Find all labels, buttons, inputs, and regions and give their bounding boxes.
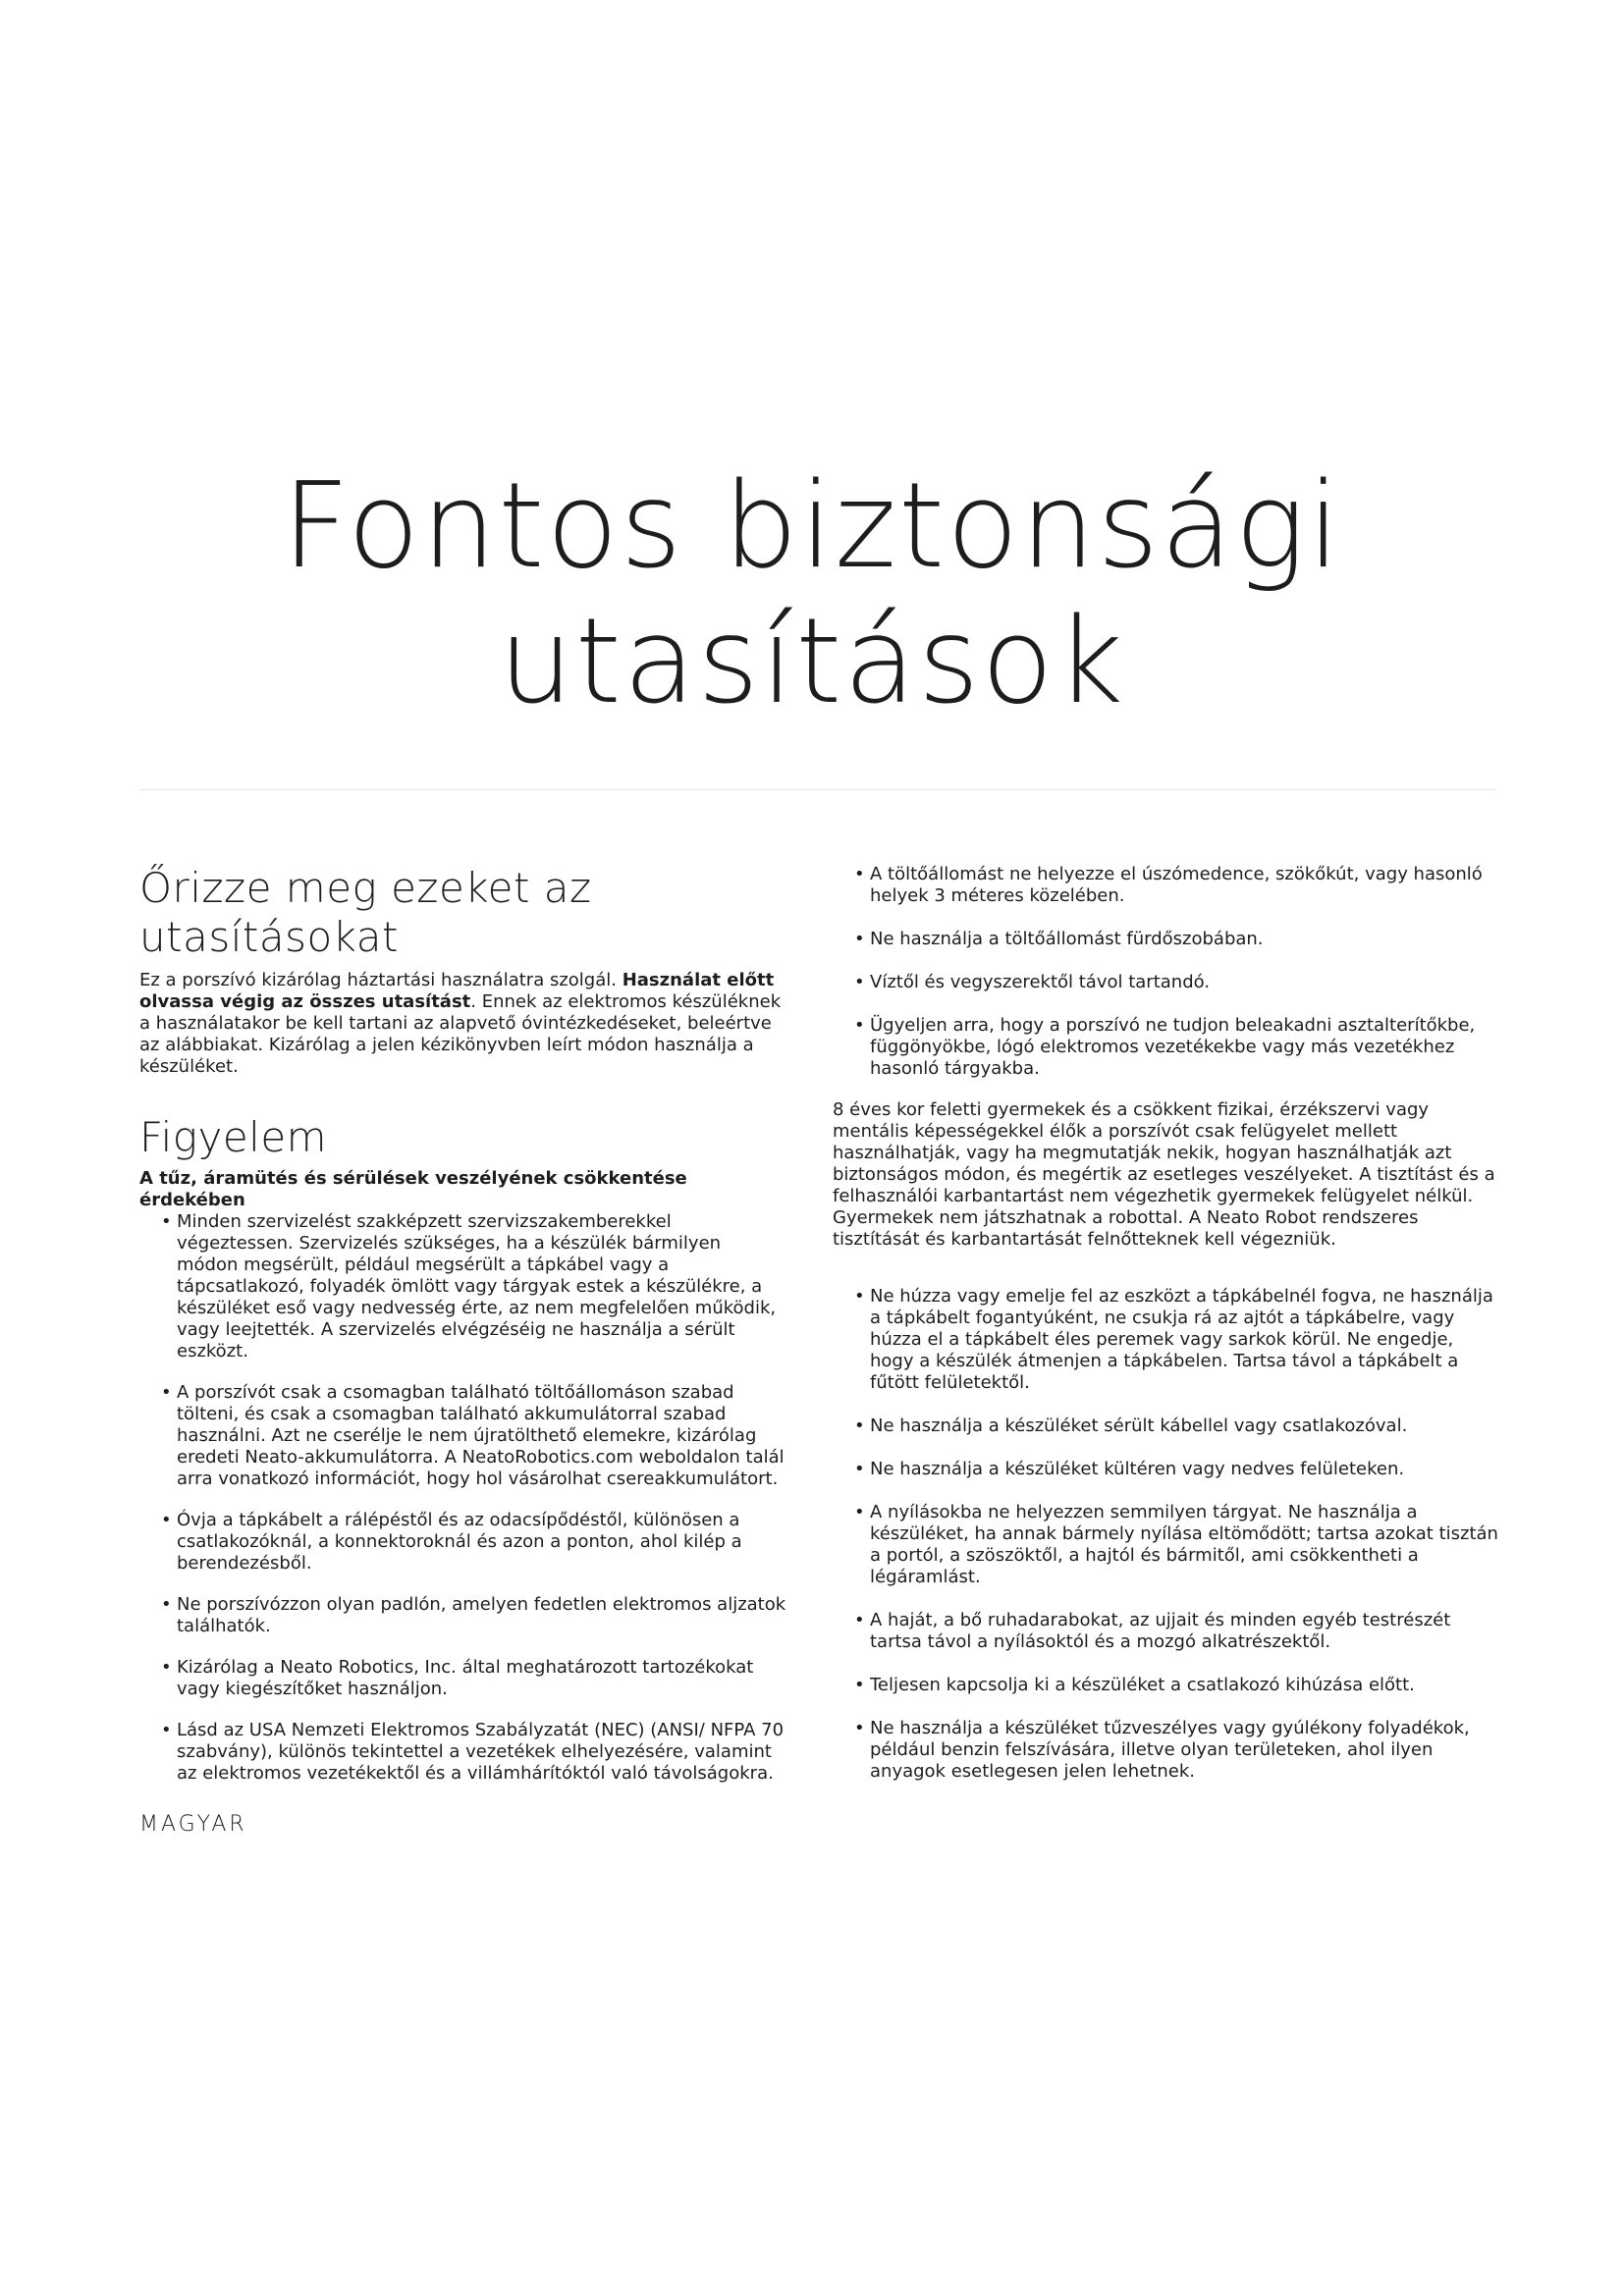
- heading-warning: Figyelem: [139, 1113, 328, 1161]
- list-item: • Teljesen kapcsolja ki a készüléket a csatlakozó kihúzása előtt.: [833, 1675, 1502, 1696]
- list-item: • A töltőállomást ne helyezze el úszómedence, szökőkút, vagy hasonló helyek 3 méteres közelében.: [833, 864, 1502, 907]
- list-item: • A haját, a bő ruhadarabokat, az ujjait és minden egyéb testrészét tartsa távol a nyílásoktól és a mozgó alkatrészektől.: [833, 1610, 1502, 1653]
- list-item: • A porszívót csak a csomagban található töltőállomáson szabad tölteni, és csak a csomagban található akkumulátorral szabad használni. Azt ne cserélje le nem újratölthető elemekre, kizárólag eredeti Neato-akkumulátorra. A NeatoRobotics.com weboldalon talál arra vonatkozó információt, hogy hol vásárolhat csereakkumulátort.: [139, 1382, 787, 1490]
- list-item: • Ne húzza vagy emelje fel az eszközt a tápkábelnél fogva, ne használja a tápkábelt fogantyúként, ne csukja rá az ajtót a tápkábelre, vagy húzza el a tápkábelt éles peremek vagy sarkok körül. Ne engedje, hogy a készülék átmenjen a tápkábelen. Tartsa távol a tápkábelt a fűtött felületektől.: [833, 1286, 1502, 1394]
- page-title-line-1: Fontos biztonsági: [282, 458, 1342, 595]
- intro-text-2: . Ennek az elektromos készüléknek a használatakor be kell tartani az alapvető óvintézkedéseket, beleértve az alábbiakat. Kizárólag a jelen kézikönyvben leírt módon használja a készüléket.: [139, 991, 782, 1077]
- list-item: • Ne porszívózzon olyan padlón, amelyen fedetlen elektromos aljzatok találhatók.: [139, 1594, 787, 1637]
- page-title-line-2: utasítások: [498, 594, 1126, 730]
- page-title: [0, 459, 1624, 730]
- intro-text-bold: Használat előtt olvassa végig az összes utasítást: [139, 970, 775, 1012]
- list-item: • Óvja a tápkábelt a rálépéstől és az odacsípődéstől, különösen a csatlakozóknál, a konnektoroknál és azon a ponton, ahol kilép a berendezésből.: [139, 1510, 787, 1575]
- list-item: • Ne használja a készüléket kültéren vagy nedves felületeken.: [833, 1459, 1502, 1480]
- heading-keep-instructions: Őrizze meg ezeket az utasításokat: [139, 864, 592, 961]
- list-item: • A nyílásokba ne helyezzen semmilyen tárgyat. Ne használja a készüléket, ha annak bármely nyílása eltömődött; tartsa azokat tisztán a portól, a szöszöktől, a hajtól és bármitől, ami csökkentheti a légáramlást.: [833, 1502, 1502, 1588]
- children-paragraph: 8 éves kor feletti gyermekek és a csökkent fizikai, érzékszervi vagy mentális képességekkel élők a porszívót csak felügyelet mellett használhatják, vagy ha megmutatják nekik, hogyan használhatják azt biztonságos módon, és megértik az esetleges veszélyeket. A tisztítást és a felhasználói karbantartást nem végezhetik gyermekek felügyelet nélkül. Gyermekek nem játszhatnak a robottal. A Neato Robot rendszeres tisztítását és karbantartását felnőtteknek kell végezniük.: [833, 1099, 1495, 1250]
- title-divider: [139, 789, 1494, 790]
- list-item: • Ne használja a töltőállomást fürdőszobában.: [833, 929, 1502, 950]
- right-column: [833, 864, 1502, 1783]
- list-item: • Minden szervizelést szakképzett szervizszakemberekkel végeztessen. Szervizelés szükséges, ha a készülék bármilyen módon megsérült, például megsérült a tápkábel vagy a tápcsatlakozó, folyadék ömlött vagy tárgyak estek a készülékre, a készüléket eső vagy nedvesség érte, az nem megfelelően működik, vagy leejtették. A szervizelés elvégzéséig ne használja a sérült eszközt.: [139, 1211, 787, 1362]
- left-column: [139, 864, 787, 1804]
- list-item: • Ne használja a készüléket tűzveszélyes vagy gyúlékony folyadékok, például benzin felszívására, illetve olyan területeken, ahol ilyen anyagok esetlegesen jelen lehetnek.: [833, 1718, 1502, 1783]
- list-item: • Ne használja a készüléket sérült kábellel vagy csatlakozóval.: [833, 1415, 1502, 1437]
- list-item: • Lásd az USA Nemzeti Elektromos Szabályzatát (NEC) (ANSI/ NFPA 70 szabvány), különös tekintettel a vezetékek elhelyezésére, valamint az elektromos vezetékektől és a villámhárítóktól való távolságokra.: [139, 1720, 787, 1785]
- intro-text-1: Ez a porszívó kizárólag háztartási használatra szolgál.: [139, 970, 623, 990]
- list-item: • Víztől és vegyszerektől távol tartandó.: [833, 972, 1502, 993]
- list-item: • Ügyeljen arra, hogy a porszívó ne tudjon beleakadni asztalterítőkbe, függönyökbe, lógó elektromos vezetékekbe vagy más vezetékhez hasonló tárgyakba.: [833, 1015, 1502, 1080]
- intro-paragraph: [139, 970, 787, 1078]
- footer-language-label: MAGYAR: [139, 1812, 247, 1837]
- list-item: • Kizárólag a Neato Robotics, Inc. által meghatározott tartozékokat vagy kiegészítőket használjon.: [139, 1657, 787, 1700]
- warning-subheading: A tűz, áramütés és sérülések veszélyének csökkentése érdekében: [139, 1168, 687, 1210]
- warning-list: [139, 1211, 787, 1785]
- usage-list: [833, 1286, 1502, 1783]
- charging-station-list: [833, 864, 1502, 1080]
